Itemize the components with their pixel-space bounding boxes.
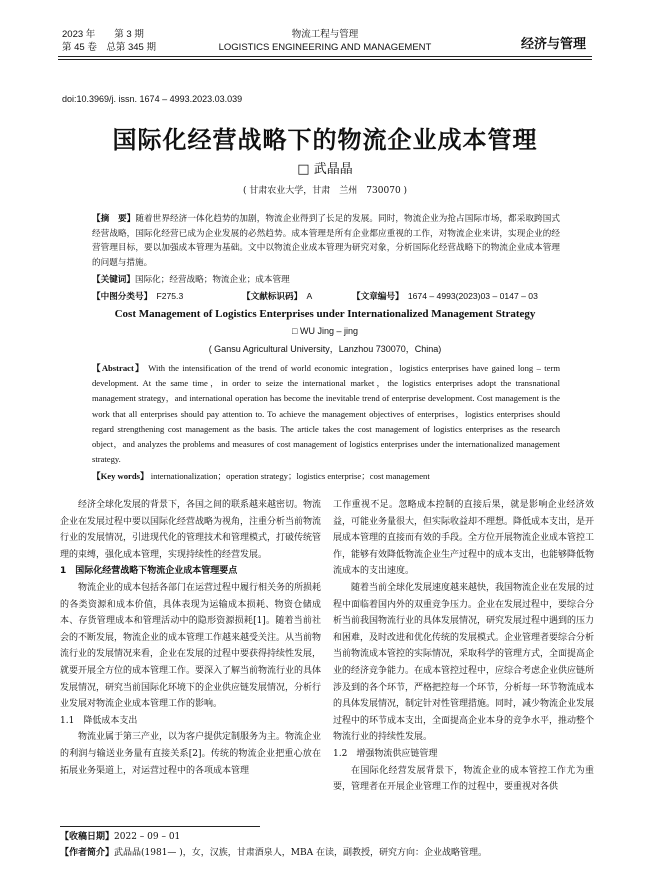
keywords-en-text: internationalization；operation strategy；logistics enterprise；cost management bbox=[150, 471, 430, 481]
author: □ 武晶晶 bbox=[297, 162, 353, 177]
english-author: □ WU Jing – jing bbox=[292, 326, 358, 336]
doi: doi:10.3969/j. issn. 1674 – 4993.2023.03.039 bbox=[62, 94, 243, 104]
body-left-column bbox=[60, 497, 321, 779]
abstract-en-text: With the intensification of the trend of world economic integration，logistics enterprises have gained long – term development. At the same time，in order to seize the international market，the logistics enterprises adopt the transnational management strategy，and international operation has become the inevitable trend of enterprise development. Cost management is the work that all enterprises should pay attention to. To achieve the management objectives of enterprises，logistics enterprises should regard strengthening cost management as the basis. The article takes the cost management of logistics enterprises as the research object，and analyzes the problems and measures of cost management of logistics enterprises under the internationalized management strategy. bbox=[92, 363, 561, 465]
received-date: 【收稿日期】2022 – 09 – 01 bbox=[60, 832, 181, 842]
keywords-en bbox=[92, 470, 560, 482]
author-bio: 【作者简介】武晶晶(1981— )，女，汉族，甘肃酒泉人，MBA 在读，副教授，研究方向：企业战略管理。 bbox=[60, 848, 487, 858]
paragraph: 工作重视不足。忽略成本控制的直接后果，就是影响企业经济效益，可能业务量很大，但实际收益却不理想。降低成本支出，是开展成本管理的直接而有效的手段。全方位开展物流企业成本管控工作，能够有效降低物流企业生产过程中的成本支出，也能够降低物流成本的支出速度。 bbox=[333, 500, 595, 577]
subsection-heading-1-1: 1.1 降低成本支出 bbox=[60, 715, 138, 726]
keywords-cn-text: 国际化；经营战略；物流企业；成本管理 bbox=[134, 275, 290, 285]
keywords-en-label: 【Key words】 bbox=[92, 471, 149, 481]
abstract-cn bbox=[92, 212, 560, 270]
header-rule bbox=[58, 56, 592, 60]
doc-code: 【文献标识码】 A bbox=[242, 291, 313, 301]
section-heading-1: 1 国际化经营战略下物流企业成本管理要点 bbox=[60, 566, 238, 577]
subsection-heading-1-2: 1.2 增强物流供应链管理 bbox=[333, 748, 438, 759]
paragraph: 在国际化经营发展背景下，物流企业的成本管控工作尤为重要，管理者在开展企业管理工作的过程中，要重视对各供 bbox=[333, 765, 594, 793]
article-number: 【文章编号】 1674 – 4993(2023)03 – 0147 – 03 bbox=[352, 291, 538, 301]
clc-number: 【中图分类号】 F275.3 bbox=[92, 291, 184, 301]
section-label: 经济与管理 bbox=[520, 37, 586, 52]
year-issue: 2023 年 第 3 期 bbox=[62, 29, 144, 40]
body-right-column bbox=[333, 497, 594, 796]
paragraph: 经济全球化发展的背景下，各国之间的联系越来越密切。物流企业在发展过程中要以国际化经营战略为视角，注重分析当前物流行业的发展情况，引进现代化的管理技术和管理模式，打破传统管理的束缚，强化成本管理，实现持续性的经营发展。 bbox=[60, 500, 322, 560]
issue-info bbox=[62, 28, 202, 54]
paragraph: 随着当前全球化发展速度越来越快，我国物流企业在发展的过程中面临着国内外的双重竞争压力。企业在发展过程中，要综合分析当前我国物流行业的具体发展情况，研究发展过程中遇到的压力和困难，及时改进和优化传统的发展模式。企业管理者要综合分析当前物流成本管控的实际情况，采取科学的管理方式，全面提高企业的经济竞争能力。在成本管控过程中，应综合考虑企业供应链所涉及到的各个环节，严格把控每一个环节，分析每一环节物流成本的具体发展情况，制定针对性管理措施。同时，减少物流企业发展过程中的环节成本支出，全面提高企业本身的竞争水平，推动整个物流行业的持续性发展。 bbox=[333, 582, 595, 743]
paper-title: 国际化经营战略下的物流企业成本管理 bbox=[112, 126, 538, 154]
abstract-cn-text: 随着世界经济一体化趋势的加剧，物流企业得到了长足的发展。同时，物流企业为抢占国际市场，都采取跨国式经营战略，国际化经营已成为企业发展的必然趋势。成本管理是所有企业都应重视的工作，对物流企业来讲，实现企业的经营管理目标，要以加强成本管理为基础。文中以物流企业成本管理为研究对象，分析国际化经营战略下的物流企业成本管理的问题与措施。 bbox=[92, 214, 560, 268]
abstract-en bbox=[92, 361, 560, 467]
paragraph: 物流业属于第三产业，以为客户提供定制服务为主。物流企业的利润与输送业务量有直接关系[2]。传统的物流企业把重心放在拓展业务渠道上，对运营过程中的各项成本管理 bbox=[60, 732, 322, 776]
journal-name-cn: 物流工程与管理 bbox=[291, 29, 359, 40]
english-affiliation: ( Gansu Agricultural University，Lanzhou 730070，China) bbox=[208, 344, 442, 354]
abstract-cn-label: 【摘 要】 bbox=[92, 214, 136, 224]
journal-name-en: LOGISTICS ENGINEERING AND MANAGEMENT bbox=[218, 42, 432, 53]
abstract-en-label: 【Abstract】 bbox=[92, 363, 145, 373]
journal-name bbox=[200, 28, 450, 54]
english-title: Cost Management of Logistics Enterprises under Internationalized Management Strategy bbox=[114, 308, 536, 320]
volume-info: 第 45 卷 总第 345 期 bbox=[62, 42, 156, 53]
footnote-rule bbox=[60, 826, 260, 827]
paragraph: 物流企业的成本包括各部门在运营过程中履行相关务的所损耗的各类资源和成本价值，具体表现为运输成本损耗、物资仓储成本、存货管理成本和管理活动中的隐形资源损耗[1]。随着当前社会的不断发展，物流企业的成本管理工作越来越受关注。从当前物流行业的发展情况来看，企业在发展的过程中要获得持续性发展，就要开展全方位的成本管理工作。要深入了解当前物流行业的具体发展情况，研究当前国际化环境下的企业供应链发展情况，分析行业发展对物流企业成本管理工作的影响。 bbox=[60, 582, 322, 710]
affiliation: ( 甘肃农业大学，甘肃 兰州 730070 ) bbox=[242, 186, 408, 196]
keywords-cn-label: 【关键词】 bbox=[92, 275, 135, 285]
keywords-cn bbox=[92, 273, 560, 285]
